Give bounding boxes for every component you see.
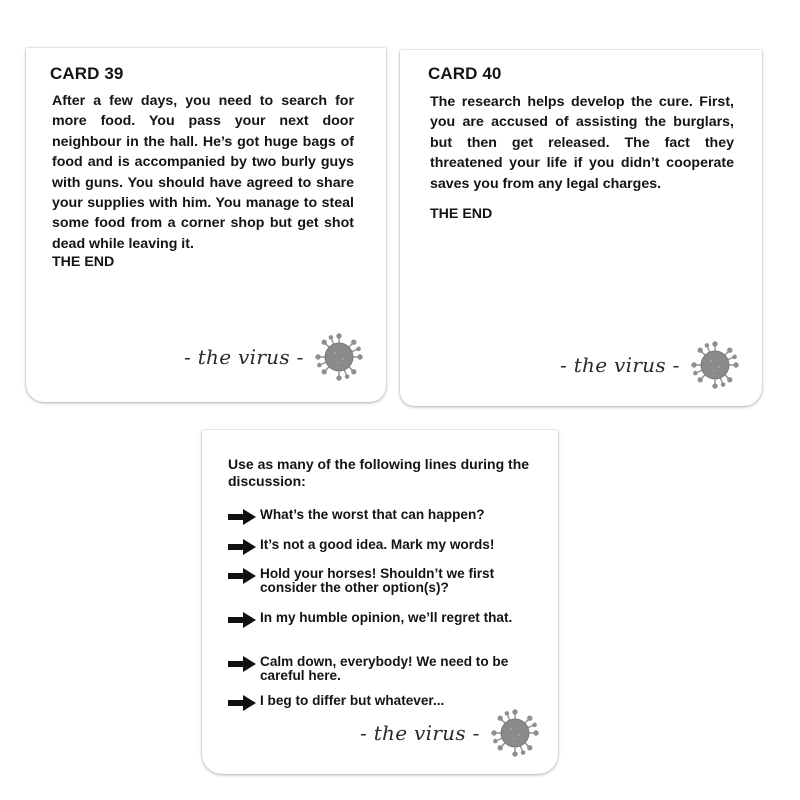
line-text: What’s the worst that can happen?	[260, 507, 485, 522]
card-40	[400, 50, 762, 406]
list-item	[228, 508, 548, 525]
right-arrow-icon	[228, 568, 256, 584]
list-item	[228, 655, 548, 683]
card-ending: THE END	[430, 206, 493, 222]
line-text: Hold your horses! Shouldn’t we first consider the other option(s)?	[260, 566, 495, 595]
right-arrow-icon	[228, 509, 256, 525]
brand-footer	[184, 332, 364, 382]
list-item	[228, 538, 548, 555]
right-arrow-icon	[228, 656, 256, 672]
right-arrow-icon	[228, 612, 256, 628]
line-text: In my humble opinion, we’ll regret that.	[260, 610, 513, 625]
brand-footer	[560, 340, 740, 390]
card-title: CARD 39	[50, 64, 124, 83]
lines-intro: Use as many of the following lines during the discussion:	[228, 456, 530, 489]
brand-footer	[360, 708, 540, 758]
virus-icon	[490, 708, 540, 758]
virus-icon	[314, 332, 364, 382]
list-item	[228, 567, 548, 595]
right-arrow-icon	[228, 539, 256, 555]
card-ending: THE END	[52, 254, 115, 270]
discussion-lines-card	[202, 430, 558, 774]
right-arrow-icon	[228, 695, 256, 711]
line-text: I beg to differ but whatever...	[260, 693, 445, 708]
virus-icon	[690, 340, 740, 390]
brand-text: - the virus -	[560, 353, 680, 377]
brand-text: - the virus -	[360, 721, 480, 745]
list-item	[228, 611, 548, 628]
brand-text: - the virus -	[184, 345, 304, 369]
line-text: Calm down, everybody! We need to be careful here.	[260, 654, 509, 683]
card-39	[26, 48, 386, 402]
line-text: It’s not a good idea. Mark my words!	[260, 537, 495, 552]
card-title: CARD 40	[428, 64, 502, 83]
card-body: The research helps develop the cure. First, you are accused of assisting the burglars, but then get released. The fact they threatened your life if you didn’t cooperate saves you from any legal charges.	[430, 94, 734, 192]
card-body: After a few days, you need to search for more food. You pass your next door neighbour in the hall. He’s got huge bags of food and is accompanied by two burly guys with guns. You should have agreed to share your supplies with him. You manage to steal some food from a corner shop but get shot dead while leaving it.	[52, 93, 354, 252]
